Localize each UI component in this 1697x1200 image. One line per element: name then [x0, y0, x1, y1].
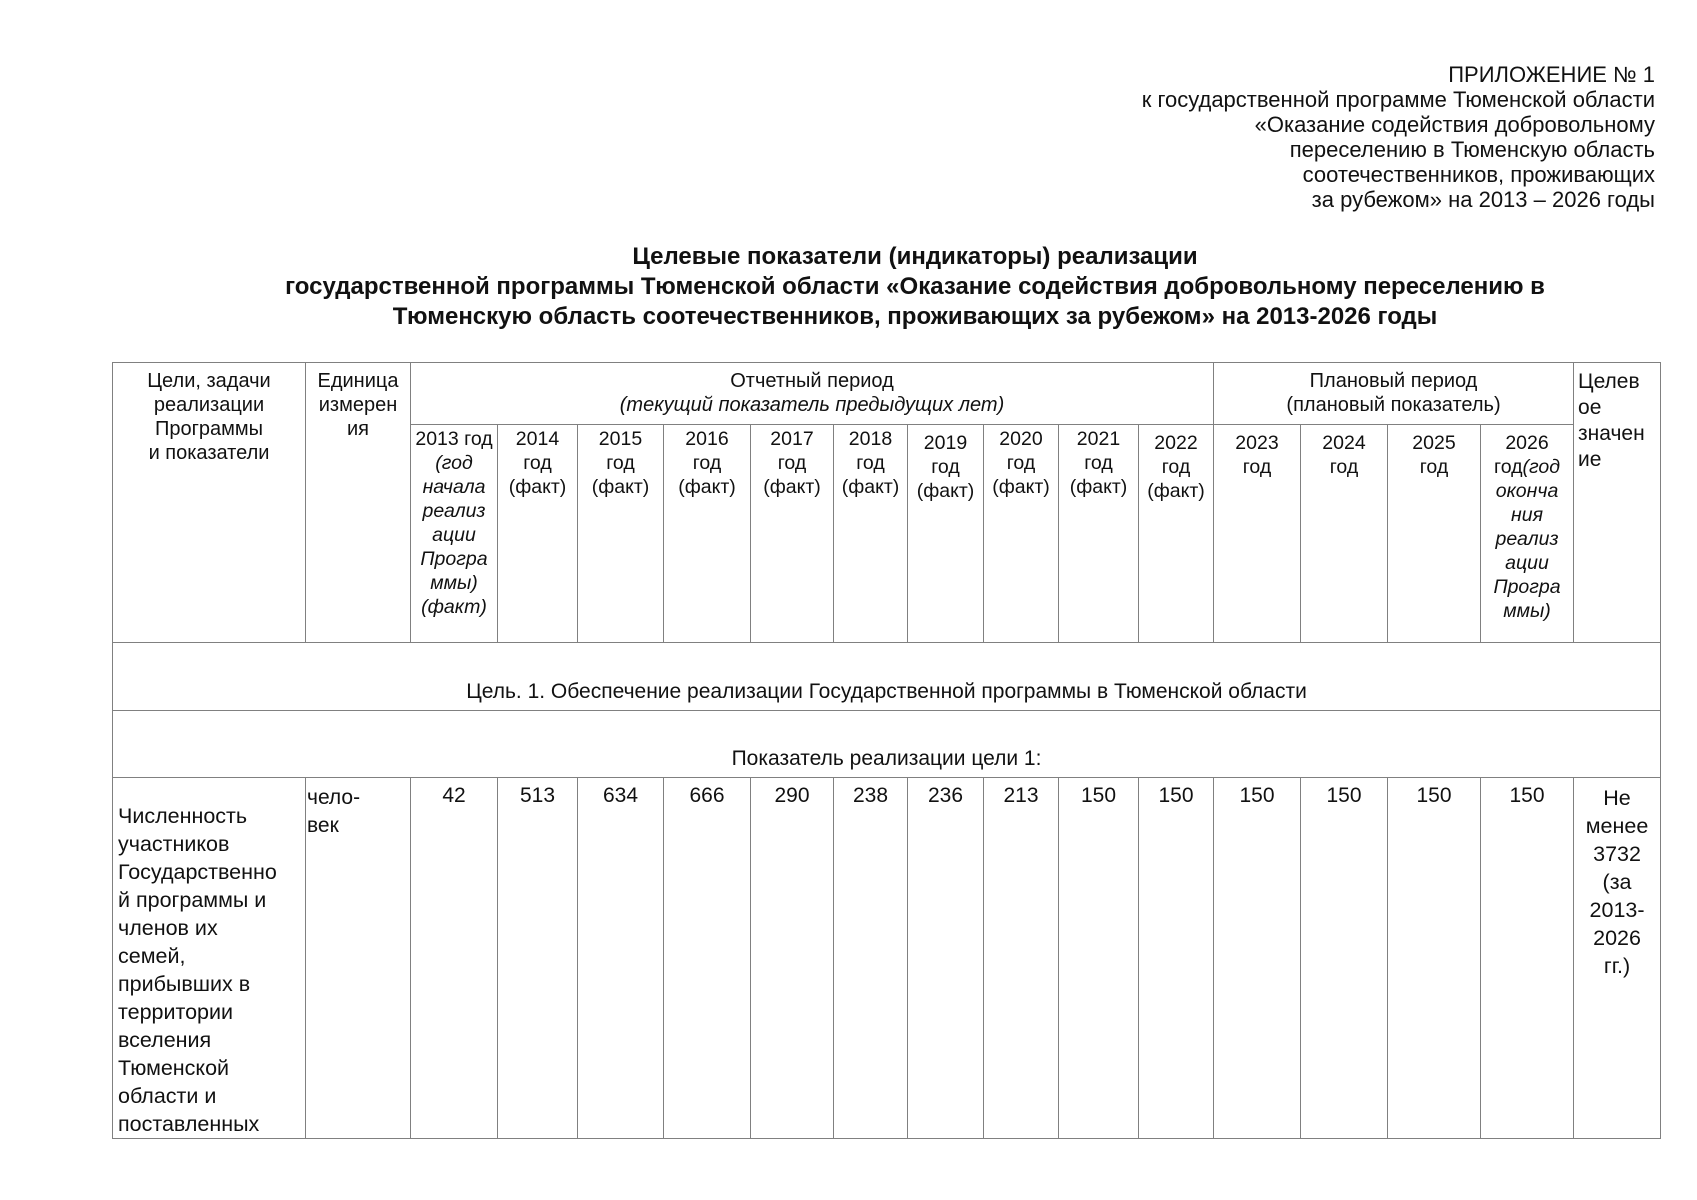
title-line: Тюменскую область соотечественников, проживающих за рубежом» на 2013-2026 годы: [392, 303, 1438, 330]
header-goals-line: и показатели: [148, 442, 270, 464]
document-title: [195, 242, 1635, 332]
value-2023: 150: [1214, 778, 1301, 1139]
header-year-2021: 2021 год (факт): [1059, 425, 1139, 643]
header-reporting-period: [411, 363, 1214, 425]
value-2015: 634: [578, 778, 664, 1139]
header-year-2018: 2018 год (факт): [834, 425, 908, 643]
header-year-2016: 2016 год (факт): [664, 425, 751, 643]
appendix-line: переселению в Тюменскую область: [1289, 137, 1655, 162]
year-label: 2018: [848, 428, 893, 450]
value-2021: 150: [1059, 778, 1139, 1139]
value-2016: 666: [664, 778, 751, 1139]
year-note: оконча ния реализ ации Програ ммы): [1493, 480, 1561, 622]
header-unit-line: ия: [346, 418, 369, 440]
header-year-2023: 2023 год: [1214, 425, 1301, 643]
header-year-2024: 2024 год: [1301, 425, 1388, 643]
header-target-line: ое: [1578, 396, 1602, 419]
appendix-line: ПРИЛОЖЕНИЕ № 1: [1448, 62, 1655, 87]
year-label: 2025: [1412, 432, 1456, 454]
header-year-2013: [411, 425, 498, 643]
header-year-2025: 2025 год: [1388, 425, 1481, 643]
year-label: 2013 год: [415, 428, 493, 450]
header-year-2017: 2017 год (факт): [751, 425, 834, 643]
year-label: 2021: [1076, 428, 1121, 450]
value-2013: 42: [411, 778, 498, 1139]
value-2019: 236: [908, 778, 984, 1139]
planned-title: Плановый период: [1309, 370, 1478, 392]
year-label: 2016: [685, 428, 729, 450]
header-year-2014: 2014 год (факт): [498, 425, 578, 643]
year-label: 2019: [923, 432, 968, 454]
header-target-line: ие: [1578, 448, 1602, 471]
appendix-line: за рубежом» на 2013 – 2026 годы: [1311, 187, 1655, 212]
value-2025: 150: [1388, 778, 1481, 1139]
title-line: государственной программы Тюменской области «Оказание содействия добровольному переселению в: [285, 273, 1545, 300]
goal-row: Цель. 1. Обеспечение реализации Государственной программы в Тюменской области: [113, 643, 1661, 711]
year-label: 2024: [1322, 432, 1366, 454]
year-label: 2022: [1154, 432, 1198, 454]
indicator-heading-row: Показатель реализации цели 1:: [113, 711, 1661, 778]
header-year-2020: 2020 год (факт): [984, 425, 1059, 643]
reporting-subtitle: (текущий показатель предыдущих лет): [619, 394, 1005, 416]
header-target-line: Целев: [1578, 370, 1640, 393]
year-label: 2020: [999, 428, 1043, 450]
planned-subtitle: (плановый показатель): [1286, 394, 1501, 416]
appendix-block: [955, 62, 1655, 212]
year-label: 2015: [598, 428, 643, 450]
title-line: Целевые показатели (индикаторы) реализации: [632, 243, 1198, 270]
indicator-unit-cell: чело- век: [306, 778, 411, 1139]
year-label: 2017: [770, 428, 814, 450]
value-2014: 513: [498, 778, 578, 1139]
value-2026: 150: [1481, 778, 1574, 1139]
year-label: 2014: [515, 428, 560, 450]
header-target-cell: [1574, 363, 1661, 643]
year-label: 2026: [1505, 432, 1549, 454]
header-year-2022: 2022 год (факт): [1139, 425, 1214, 643]
value-2024: 150: [1301, 778, 1388, 1139]
header-target-line: значен: [1578, 422, 1645, 445]
header-year-2015: 2015 год (факт): [578, 425, 664, 643]
header-goals-cell: [113, 363, 306, 643]
value-2017: 290: [751, 778, 834, 1139]
header-planned-period: [1214, 363, 1574, 425]
header-unit-line: Единица: [317, 370, 399, 392]
indicators-table: [112, 362, 1661, 1139]
header-unit-line: измерен: [318, 394, 398, 416]
header-goals-line: Цели, задачи: [147, 370, 271, 392]
reporting-title: Отчетный период: [730, 370, 894, 392]
year-note: (год начала реализ ации Програ ммы) (факт): [420, 452, 488, 618]
header-goals-line: реализации: [153, 394, 265, 416]
appendix-line: «Оказание содействия добровольному: [1254, 112, 1655, 137]
value-2018: 238: [834, 778, 908, 1139]
target-value-cell: Не менее 3732 (за 2013- 2026 гг.): [1574, 778, 1661, 1139]
header-year-2019: 2019 год (факт): [908, 425, 984, 643]
appendix-line: соотечественников, проживающих: [1302, 162, 1655, 187]
value-2022: 150: [1139, 778, 1214, 1139]
header-year-2026: 2026 год(год оконча ния реализ ации Програ ммы): [1481, 425, 1574, 643]
header-unit-cell: [306, 363, 411, 643]
header-goals-line: Программы: [154, 418, 264, 440]
year-label: 2023: [1235, 432, 1279, 454]
indicator-name-cell: Численность участников Государственно й программы и членов их семей, прибывших в территории вселения Тюменской области и поставленных: [113, 778, 306, 1139]
appendix-line: к государственной программе Тюменской области: [1141, 87, 1655, 112]
value-2020: 213: [984, 778, 1059, 1139]
